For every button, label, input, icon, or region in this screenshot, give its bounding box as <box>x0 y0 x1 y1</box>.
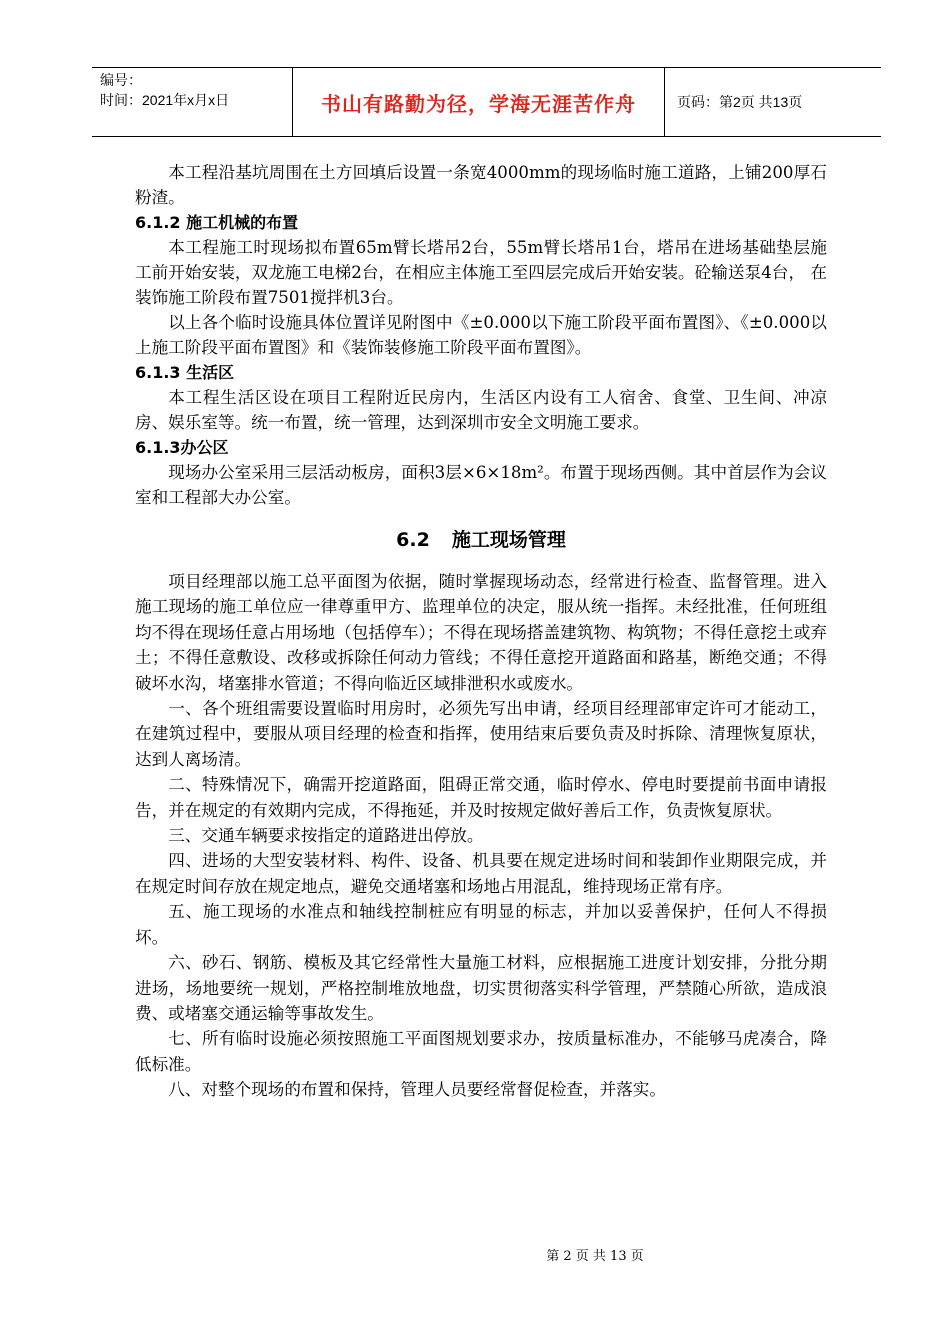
rule-paragraph-4: 四、进场的大型安装材料、构件、设备、机具要在规定进场时间和装卸作业期限完成，并在规定时间存放在规定地点，避免交通堵塞和场地占用混乱，维持现场正常有序。 <box>135 851 827 896</box>
page-header <box>92 67 881 137</box>
rule-paragraph-1: 一、各个班组需要设置临时用房时，必须先写出申请，经项目经理部审定许可才能动工，在建筑过程中，要服从项目经理的检查和指挥，使用结束后要负责及时拆除、清理恢复原状，达到人离场清。 <box>135 699 827 769</box>
office-area-paragraph: 现场办公室采用三层活动板房，面积3层×6×18m²。布置于现场西侧。其中首层作为会议室和工程部大办公室。 <box>135 463 827 507</box>
rule-paragraph-6: 六、砂石、钢筋、模板及其它经常性大量施工材料，应根据施工进度计划安排，分批分期进场，场地要统一规划，严格控制堆放地盘，切实贯彻落实科学管理，严禁随心所欲，造成浪费、或堵塞交通运输等事故发生。 <box>135 953 827 1023</box>
header-page-number: 页码：第2页 共13页 <box>677 94 803 110</box>
living-area-paragraph: 本工程生活区设在项目工程附近民房内，生活区内设有工人宿舍、食堂、卫生间、冲凉房、娱乐室等。统一布置，统一管理，达到深圳市安全文明施工要求。 <box>135 388 827 432</box>
section-title <box>135 525 827 555</box>
document-time-label: 时间：2021年x月x日 <box>100 92 230 108</box>
facilities-paragraph: 以上各个临时设施具体位置详见附图中《±0.000以下施工阶段平面布置图》、《±0.000以上施工阶段平面布置图》和《装饰装修施工阶段平面布置图》。 <box>135 313 827 357</box>
section-heading-office-area: 6.1.3办公区 <box>135 438 229 457</box>
document-number-label: 编号： <box>100 72 142 88</box>
header-meta <box>92 68 292 136</box>
header-motto: 书山有路勤为径，学海无涯苦作舟 <box>292 68 665 136</box>
machinery-paragraph: 本工程施工时现场拟布置65m臂长塔吊2台，55m臂长塔吊1台，塔吊在进场基础垫层施工前开始安装，双龙施工电梯2台，在相应主体施工至四层完成后开始安装。砼输送泵4台， 在装饰施工阶段布置7501搅拌机3台。 <box>135 238 827 307</box>
management-intro-paragraph: 项目经理部以施工总平面图为依据，随时掌握现场动态，经常进行检查、监督管理。进入施工现场的施工单位应一律尊重甲方、监理单位的决定，服从统一指挥。未经批准，任何班组均不得在现场任意占用场地（包括停车）；不得在现场搭盖建筑物、构筑物；不得任意挖土或弃土；不得任意敷设、改移或拆除任何动力管线；不得任意挖开道路面和路基，断绝交通；不得破坏水沟，堵塞排水管道；不得向临近区域排泄积水或废水。 <box>135 572 827 693</box>
rule-paragraph-3: 三、交通车辆要求按指定的道路进出停放。 <box>168 826 484 846</box>
page-footer <box>0 1245 950 1264</box>
rule-paragraph-5: 五、施工现场的水准点和轴线控制桩应有明显的标志，并加以妥善保护，任何人不得损坏。 <box>135 902 827 947</box>
rule-paragraph-8: 八、对整个现场的布置和保持，管理人员要经常督促检查，并落实。 <box>168 1080 666 1100</box>
footer-page-number: 第 2 页 共 13 页 <box>546 1249 644 1264</box>
rule-paragraph-7: 七、所有临时设施必须按照施工平面图规划要求办，按质量标准办，不能够马虎凑合，降低标准。 <box>135 1029 827 1074</box>
section-number: 6.2 <box>396 529 430 551</box>
section-title-text: 施工现场管理 <box>451 529 566 551</box>
section-heading-machinery: 6.1.2 施工机械的布置 <box>135 213 299 232</box>
management-rules <box>135 569 827 1103</box>
section-heading-living-area: 6.1.3 生活区 <box>135 363 235 382</box>
document-body <box>135 160 827 1103</box>
road-paragraph: 本工程沿基坑周围在土方回填后设置一条宽4000mm的现场临时施工道路，上铺200厚石粉渣。 <box>135 163 827 207</box>
rule-paragraph-2: 二、特殊情况下，确需开挖道路面，阻碍正常交通，临时停水、停电时要提前书面申请报告，并在规定的有效期内完成，不得拖延，并及时按规定做好善后工作，负责恢复原状。 <box>135 775 827 820</box>
